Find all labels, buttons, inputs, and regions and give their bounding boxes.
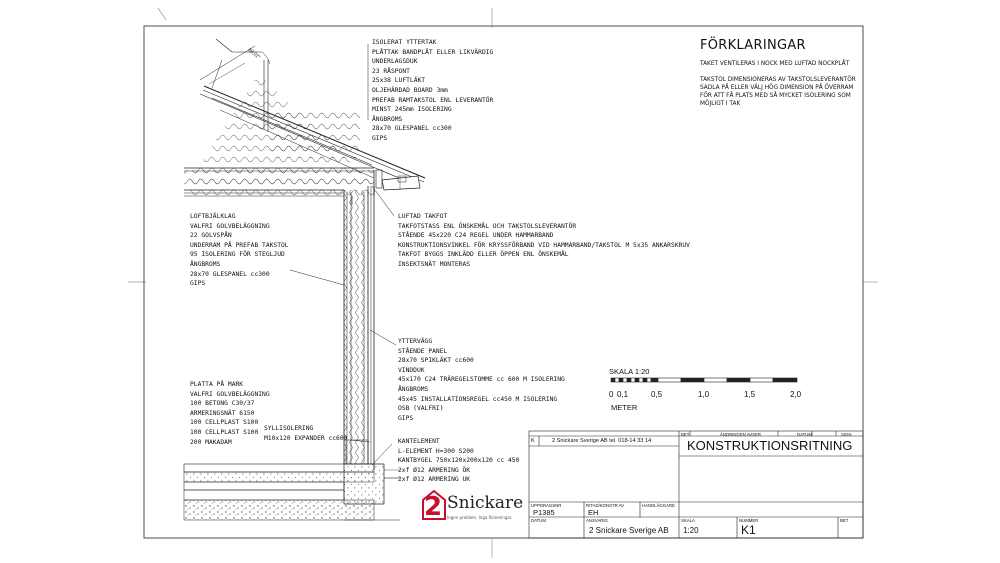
- drawn-by: EH: [588, 508, 599, 517]
- edge-note-line: KANTBYGEL 750x120x200x120 cc 450: [398, 457, 520, 465]
- legend-note-line: SADLA PÅ ELLER VÄLJ HÖG DIMENSION PÅ ÖVERRAM: [700, 85, 854, 91]
- scale-bar-title: SKALA 1:20: [609, 367, 650, 376]
- drawn-by-label: RITAD/KONSTR AV: [586, 503, 625, 508]
- roof-layer-line: 25x38 LUFTLÄKT: [372, 77, 426, 85]
- responsible: 2 Snickare Sverige AB: [589, 526, 669, 535]
- slab-layer-line: 100 BETONG C30/37: [190, 400, 255, 408]
- legend-note-truss: [700, 76, 856, 108]
- slab-layer-line: 100 CELLPLAST S100: [190, 419, 259, 427]
- roof-layer-line: 23 RÅSPONT: [372, 67, 410, 75]
- roof-layer-line: PREFAB RAMTAKSTOL ENL LEVERANTÖR: [372, 96, 494, 104]
- eave-note-line: TAKFOT BYGGS INKLÄDD ELLER ÖPPEN ENL ÖNSKEMÅL: [398, 251, 569, 259]
- attic-layer-line: 95 ISOLERING FÖR STEGLJUD: [190, 251, 285, 259]
- edge-note-line: L-ELEMENT H=300 S200: [398, 447, 474, 455]
- scale-tick-label: 1,0: [698, 390, 710, 399]
- wall-layer-line: YTTERVÄGG: [398, 338, 433, 345]
- slab-layer-line: VALFRI GOLVBELÄGGNING: [190, 390, 270, 398]
- k-label: K: [531, 438, 535, 444]
- roof-layer-line: PLÅTTAK BANDPLÅT ELLER LIKVÄRDIG: [372, 48, 494, 56]
- roof-layer-line: ISOLERAT YTTERTAK: [372, 39, 437, 46]
- eave-note-line: STÅENDE 45x220 C24 REGEL UNDER HAMMARBAND: [398, 232, 554, 240]
- slab-layer-line: 200 MAKADAM: [190, 438, 232, 446]
- eave-note-line: LUFTAD TAKFOT: [398, 213, 448, 220]
- rev-header-bet: BET: [681, 432, 690, 437]
- attic-layer-line: 22 GOLVSPÅN: [190, 232, 232, 240]
- eave-note-line: KONSTRUKTIONSVINKEL FÖR KRYSSFÖRBAND VID HAMMARBAND/TAKSTOL M 5x35 ANKARSKRUV: [398, 241, 690, 249]
- wall-layer-line: 45x170 C24 TRÄREGELSTOMME cc 600 M ISOLERING: [398, 376, 565, 384]
- date-label: DATUM: [531, 518, 546, 523]
- attic-layer-line: GIPS: [190, 280, 206, 288]
- number-label: NUMMER: [739, 518, 759, 523]
- handler-label: HANDLÄGGARE: [642, 503, 675, 508]
- scale-tick-label: 0,5: [651, 390, 663, 399]
- legend-note-ventilation: TAKET VENTILERAS I NOCK MED LUFTAD NOCKPLÅT: [700, 61, 850, 67]
- logo-wordmark: Snickare: [447, 493, 524, 513]
- roof-layer-line: OLJEHÄRDAD BOARD 3mm: [372, 86, 448, 94]
- roof-layer-line: UNDERLAGSDUK: [372, 58, 418, 66]
- project-number-label: UPPDRAGSNR: [531, 503, 562, 508]
- project-number: P1385: [533, 508, 555, 517]
- slab-foundation: [184, 464, 400, 520]
- company-contact: 2 Snickare Sverige AB tel. 018-14 33 14: [552, 438, 652, 444]
- scale-bar-unit: METER: [611, 403, 638, 412]
- sill-insulation-label: [264, 424, 347, 443]
- sill-note-line: SYLLISOLERING: [264, 425, 314, 432]
- roof-layer-line: GIPS: [372, 134, 388, 142]
- logo-digit: 2: [424, 492, 443, 522]
- attic-layer-line: LOFTBJÄLKLAG: [190, 213, 236, 220]
- sill-note-line: M10x120 EXPANDER cc600: [264, 434, 348, 442]
- slab-layer-line: ARMERINGSNÄT 6150: [190, 409, 255, 417]
- wall-layer-line: 45x45 INSTALLATIONSREGEL cc450 M ISOLERING: [398, 395, 558, 403]
- scale-tick-label: 0,1: [617, 390, 629, 399]
- rev-header-change: ÄNDRINGEN AVSER: [720, 432, 761, 437]
- edge-note-line: 2xf Ø12 ARMERING UK: [398, 476, 471, 484]
- wall-layer-line: VINDDUK: [398, 366, 425, 374]
- wall-layer-line: GIPS: [398, 414, 414, 422]
- attic-layer-line: 28x70 GLESPANEL cc300: [190, 270, 270, 278]
- drawing-type: KONSTRUKTIONSRITNING: [687, 438, 853, 453]
- wall-layer-line: 28x70 SPIKLÄKT cc600: [398, 357, 474, 365]
- legend-note-line: MÖJLIGT I TAK: [700, 101, 741, 107]
- scale-tick-label: 2,0: [790, 390, 802, 399]
- eave-note-line: TAKFOTSTASS ENL ÖNSKEMÅL OCH TAKSTOLSLEVERANTÖR: [398, 222, 577, 230]
- scale-value: 1:20: [683, 526, 699, 535]
- scale-tick-label: 1,5: [744, 390, 756, 399]
- roof-layer-line: MINST 245mm ISOLERING: [372, 106, 452, 114]
- wall-layer-line: OSB (VALFRI): [398, 405, 444, 413]
- exterior-wall: [344, 186, 374, 470]
- edge-note-line: 2xf Ø12 ARMERING ÖK: [398, 466, 471, 474]
- roof-layer-line: ÅNGBROMS: [372, 115, 403, 123]
- slab-on-ground-label: [190, 380, 270, 447]
- scale-bar: [611, 378, 797, 382]
- attic-layer-line: UNDERRAM PÅ PREFAB TAKSTOL: [190, 241, 289, 249]
- drawing-number: K1: [741, 523, 756, 537]
- scale-tick-label: 0: [609, 390, 614, 399]
- edge-note-line: KANTELEMENT: [398, 438, 440, 445]
- eave-label: [398, 212, 690, 270]
- legend-note-line: FÖR ATT FÅ PLATS MED SÅ MYCKET ISOLERING SOM: [700, 93, 851, 99]
- eave-note-line: INSEKTSNÄT MONTERAS: [398, 260, 471, 268]
- rev-header-sign: SIGN: [841, 432, 852, 437]
- wall-layer-line: STÅENDE PANEL: [398, 347, 448, 355]
- slab-layer-line: PLATTA PÅ MARK: [190, 381, 244, 388]
- wall-layer-line: ÅNGBROMS: [398, 385, 429, 393]
- attic-layer-line: VALFRI GOLVBELÄGGNING: [190, 222, 270, 230]
- logo-tagline: Ingen problem. Inga förseningar.: [447, 515, 513, 520]
- roof-build-up-label: [372, 38, 493, 144]
- roof-layer-line: 28x70 GLESPANEL cc300: [372, 125, 452, 133]
- legend-title: FÖRKLARINGAR: [700, 38, 806, 53]
- attic-floor-label: [190, 212, 289, 289]
- slab-layer-line: 100 CELLPLAST S100: [190, 428, 259, 436]
- rev-header-date: DATUM: [797, 432, 812, 437]
- legend-note-line: TAKSTOL DIMENSIONERAS AV TAKSTOLSLEVERANTÖR: [700, 77, 856, 83]
- roof-angle-label: 38,02°: [246, 47, 262, 61]
- attic-layer-line: ÅNGBROMS: [190, 260, 221, 268]
- scale-label: SKALA: [681, 518, 695, 523]
- edge-element-label: [398, 437, 519, 485]
- responsible-label: ANSVARIG: [586, 518, 608, 523]
- exterior-wall-label: [398, 337, 565, 423]
- bet-label: BET: [840, 518, 849, 523]
